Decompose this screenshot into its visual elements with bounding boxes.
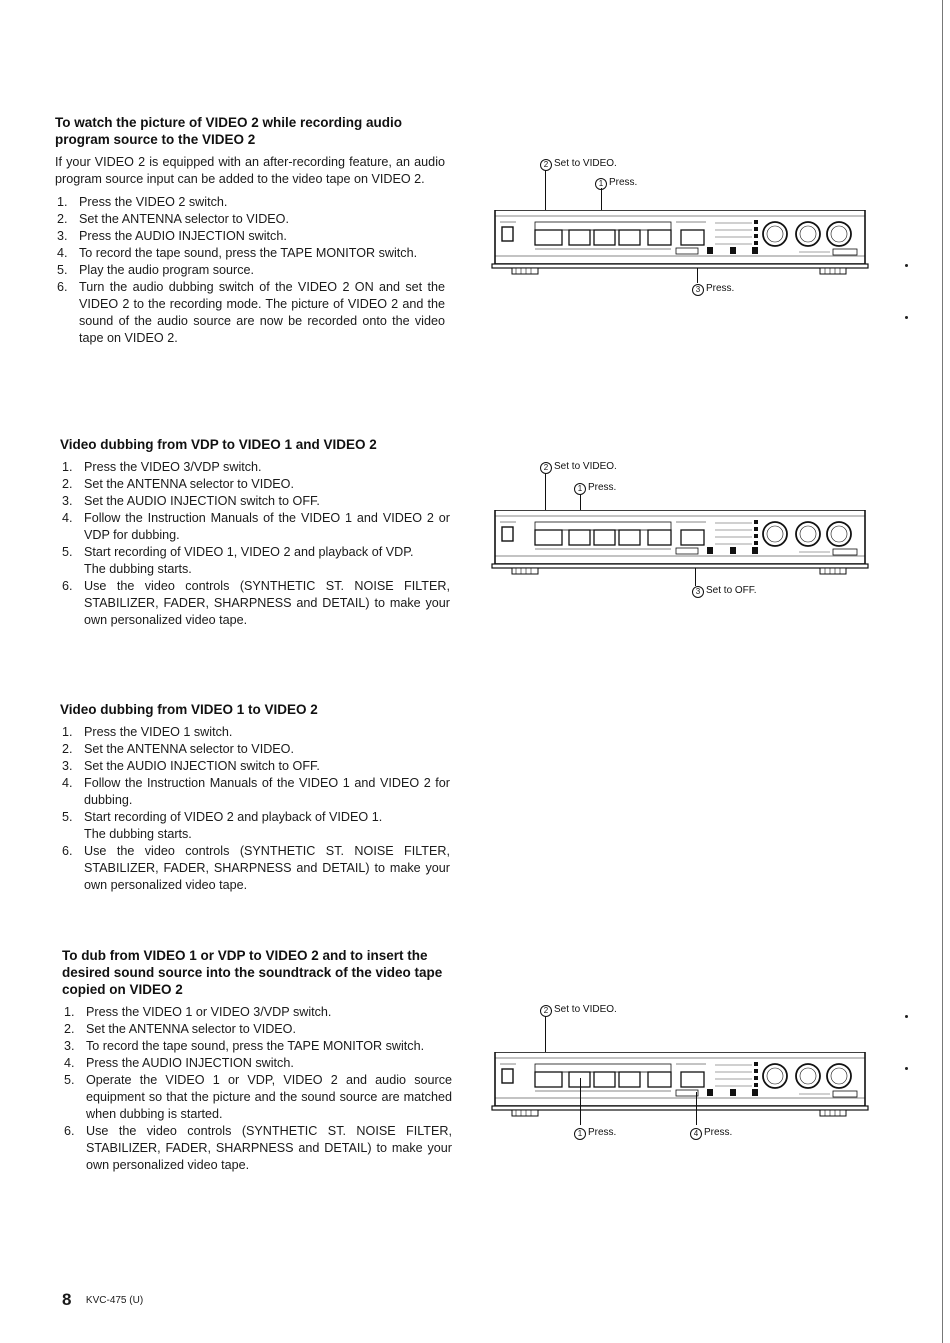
callout-press: 1 Press. bbox=[574, 482, 616, 495]
list-item: 6. Use the video controls (SYNTHETIC ST. NOISE FILTER, STABILIZER, FADER, SHARPNESS and DETAIL) to make your own personalized video tape. bbox=[62, 844, 450, 892]
list-item: 3. To record the tape sound, press the TAPE MONITOR switch. bbox=[64, 1039, 425, 1053]
list-item: 5. Play the audio program source. bbox=[57, 263, 255, 277]
steps-list bbox=[60, 724, 450, 894]
list-item: 5. Start recording of VIDEO 1, VIDEO 2 and playback of VDP. The dubbing starts. bbox=[62, 545, 414, 576]
page-footer bbox=[62, 1290, 143, 1310]
list-item: 4. To record the tape sound, press the TAPE MONITOR switch. bbox=[57, 246, 418, 260]
list-item: 3. Set the AUDIO INJECTION switch to OFF. bbox=[62, 759, 320, 773]
section-intro: If your VIDEO 2 is equipped with an after-recording feature, an audio program source input can be added to the video tape on VIDEO 2. bbox=[55, 155, 445, 186]
callout-press: 3 Press. bbox=[692, 283, 734, 296]
device-front-panel-diagram bbox=[490, 210, 870, 290]
list-item: 2. Set the ANTENNA selector to VIDEO. bbox=[62, 477, 294, 491]
callout-press: 1 Press. bbox=[595, 177, 637, 190]
page-number: 8 bbox=[62, 1290, 72, 1309]
list-item: 3. Set the AUDIO INJECTION switch to OFF. bbox=[62, 494, 320, 508]
section-dub-video1 bbox=[60, 701, 450, 894]
section-dub-insert-sound bbox=[62, 947, 452, 1174]
callout-set-to-video: 2 Set to VIDEO. bbox=[540, 1004, 617, 1017]
list-item: 2. Set the ANTENNA selector to VIDEO. bbox=[64, 1022, 296, 1036]
device-front-panel-diagram bbox=[490, 1052, 870, 1132]
callout-press: 1 Press. bbox=[574, 1127, 616, 1140]
list-item: 4. Follow the Instruction Manuals of the VIDEO 1 and VIDEO 2 for dubbing. bbox=[62, 776, 450, 807]
list-item: 6. Use the video controls (SYNTHETIC ST. NOISE FILTER, STABILIZER, FADER, SHARPNESS and DETAIL) to make your own personalized video tape. bbox=[62, 579, 450, 627]
steps-list bbox=[60, 459, 450, 629]
list-item: 4. Press the AUDIO INJECTION switch. bbox=[64, 1056, 294, 1070]
list-item: 1. Press the VIDEO 1 or VIDEO 3/VDP switch. bbox=[64, 1005, 332, 1019]
section-watch-video2 bbox=[55, 114, 445, 347]
list-item: 2. Set the ANTENNA selector to VIDEO. bbox=[62, 742, 294, 756]
list-item: 5. Start recording of VIDEO 2 and playback of VIDEO 1. The dubbing starts. bbox=[62, 810, 383, 841]
callout-set-to-video: 2 Set to VIDEO. bbox=[540, 461, 617, 474]
list-item: 3. Press the AUDIO INJECTION switch. bbox=[57, 229, 287, 243]
steps-list bbox=[62, 1004, 452, 1174]
section-title: Video dubbing from VDP to VIDEO 1 and VIDEO 2 bbox=[60, 437, 377, 452]
steps-list bbox=[55, 194, 445, 347]
section-title: To watch the picture of VIDEO 2 while recording audio program source to the VIDEO 2 bbox=[55, 115, 403, 147]
section-title: To dub from VIDEO 1 or VDP to VIDEO 2 and to insert the desired sound source into the soundtrack of the video tape copied on VIDEO 2 bbox=[62, 948, 443, 997]
list-item: 4. Follow the Instruction Manuals of the VIDEO 1 and VIDEO 2 or VDP for dubbing. bbox=[62, 511, 450, 542]
callout-press: 4 Press. bbox=[690, 1127, 732, 1140]
callout-set-to-off: 3 Set to OFF. bbox=[692, 585, 757, 598]
list-item: 6. Turn the audio dubbing switch of the VIDEO 2 ON and set the VIDEO 2 to the recording mode. The picture of VIDEO 2 and the sound of the audio source are now be recorded onto the video tape on VIDEO 2. bbox=[57, 280, 445, 345]
model-label: KVC-475 (U) bbox=[85, 1295, 144, 1306]
figure-3 bbox=[490, 1002, 870, 1147]
list-item: 1. Press the VIDEO 2 switch. bbox=[57, 195, 228, 209]
figure-1 bbox=[490, 155, 870, 300]
figure-2 bbox=[490, 458, 870, 603]
list-item: 1. Press the VIDEO 1 switch. bbox=[62, 725, 233, 739]
callout-set-to-video: 2 Set to VIDEO. bbox=[540, 158, 617, 171]
list-item: 6. Use the video controls (SYNTHETIC ST. NOISE FILTER, STABILIZER, FADER, SHARPNESS and DETAIL) to make your own personalized video tape. bbox=[64, 1124, 452, 1172]
section-dub-vdp bbox=[60, 436, 450, 629]
device-front-panel-diagram bbox=[490, 510, 870, 590]
list-item: 5. Operate the VIDEO 1 or VDP, VIDEO 2 and audio source equipment so that the picture and the sound source are matched when dubbing is started. bbox=[64, 1073, 452, 1121]
section-title: Video dubbing from VIDEO 1 to VIDEO 2 bbox=[60, 702, 318, 717]
list-item: 1. Press the VIDEO 3/VDP switch. bbox=[62, 460, 262, 474]
list-item: 2. Set the ANTENNA selector to VIDEO. bbox=[57, 212, 289, 226]
